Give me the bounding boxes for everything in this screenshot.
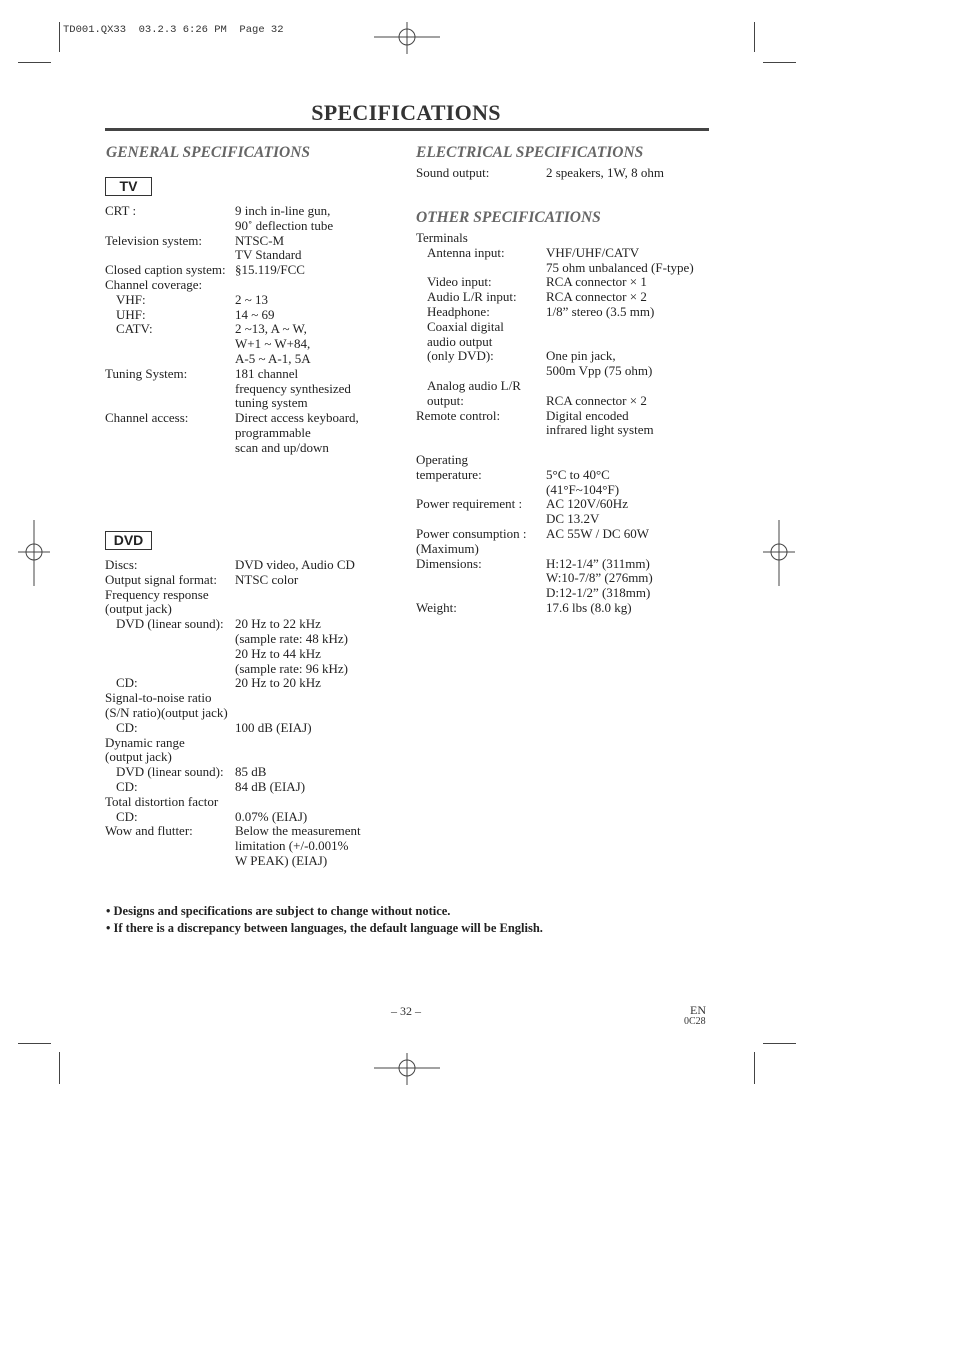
- spec-value: 181 channel frequency synthesized tuning system: [235, 365, 351, 411]
- spec-row: [416, 305, 716, 320]
- spec-row: [105, 691, 395, 706]
- spec-label: Remote control:: [416, 407, 501, 423]
- spec-value: §15.119/FCC: [235, 262, 305, 278]
- registration-mark-top: [374, 22, 440, 54]
- spec-value: 0.07% (EIAJ): [235, 808, 308, 824]
- spec-label: Coaxial digital: [427, 318, 504, 334]
- spec-value: NTSC color: [235, 571, 299, 587]
- spec-label: [416, 438, 546, 453]
- spec-value: [235, 750, 395, 765]
- dvd-spec-list: [105, 558, 395, 869]
- spec-value: [235, 588, 395, 603]
- spec-value: NTSC-M TV Standard: [235, 232, 302, 263]
- spec-row: [105, 308, 395, 323]
- spec-value: 20 Hz to 22 kHz (sample rate: 48 kHz) 20 Hz to 44 kHz (sample rate: 96 kHz): [235, 616, 348, 676]
- spec-value: 100 dB (EIAJ): [235, 719, 312, 735]
- spec-row: [416, 394, 716, 409]
- spec-value: Below the measurement limitation (+/-0.001% W PEAK) (EIAJ): [235, 823, 361, 868]
- spec-label: CATV:: [116, 321, 153, 337]
- note-change-notice: • Designs and specifications are subject to change without notice.: [106, 904, 451, 918]
- spec-row: [416, 468, 716, 498]
- spec-row: [105, 765, 395, 780]
- language-code: EN: [690, 1003, 706, 1017]
- spec-row: [105, 750, 395, 765]
- spec-row: [105, 780, 395, 795]
- spec-row: [105, 204, 395, 234]
- spec-value: 20 Hz to 20 kHz: [235, 675, 321, 691]
- spec-label: Television system:: [105, 232, 202, 248]
- spec-label: CRT :: [105, 203, 137, 218]
- spec-value: RCA connector × 2: [546, 289, 647, 305]
- title-rule: [105, 128, 709, 131]
- spec-row: [416, 601, 716, 616]
- spec-value: 14 ~ 69: [235, 306, 275, 322]
- spec-value: 84 dB (EIAJ): [235, 778, 306, 794]
- tv-badge: TV: [105, 177, 152, 196]
- spec-label: Output signal format:: [105, 571, 217, 587]
- spec-row: [105, 573, 395, 588]
- spec-label: Discs:: [105, 557, 138, 572]
- spec-value: Digital encoded infrared light system: [546, 407, 654, 438]
- spec-row: [105, 602, 395, 617]
- spec-value: AC 120V/60Hz DC 13.2V: [546, 496, 628, 527]
- spec-label: Wow and flutter:: [105, 823, 193, 839]
- note-text: Designs and specifications are subject to change without notice.: [113, 904, 451, 918]
- doc-code: 0C28: [684, 1016, 706, 1027]
- spec-row: [416, 527, 716, 542]
- spec-row: [105, 588, 395, 603]
- tv-spec-list: [105, 204, 395, 456]
- registration-mark-left: [18, 520, 50, 586]
- spec-label: CD:: [116, 778, 138, 794]
- spec-value: 5°C to 40°C (41°F~104°F): [546, 466, 620, 497]
- spec-row: [105, 558, 395, 573]
- spec-value: RCA connector × 2: [546, 392, 647, 408]
- spec-value: [235, 602, 395, 617]
- general-specs-heading: GENERAL SPECIFICATIONS: [106, 144, 311, 161]
- spec-row: [105, 263, 395, 278]
- spec-label: Analog audio L/R: [427, 377, 521, 393]
- spec-label: Dynamic range: [105, 734, 185, 750]
- spec-row: [416, 497, 716, 527]
- spec-row: [416, 438, 716, 453]
- spec-row: [105, 795, 395, 810]
- spec-row: [416, 349, 716, 379]
- spec-row: [105, 278, 395, 293]
- spec-row: [105, 322, 395, 366]
- spec-value: Direct access keyboard, programmable scan and up/down: [235, 410, 359, 455]
- spec-row: [416, 275, 716, 290]
- electrical-spec-list: [416, 166, 716, 181]
- spec-label: Headphone:: [427, 303, 490, 319]
- note-language: • If there is a discrepancy between languages, the default language will be English.: [106, 921, 543, 935]
- electrical-specs-heading: ELECTRICAL SPECIFICATIONS: [416, 144, 644, 161]
- spec-row: [105, 617, 395, 676]
- spec-row: [105, 676, 395, 691]
- spec-label: Operating: [416, 451, 468, 467]
- spec-row: [105, 810, 395, 825]
- spec-label: CD:: [116, 808, 138, 824]
- spec-value: 2 speakers, 1W, 8 ohm: [546, 165, 664, 180]
- spec-row: [105, 824, 395, 868]
- spec-label: (S/N ratio)(output jack): [105, 704, 228, 720]
- spec-label: Power consumption :: [416, 525, 527, 541]
- spec-value: [546, 231, 716, 246]
- spec-row: [105, 411, 395, 455]
- spec-value: DVD video, Audio CD: [235, 557, 355, 572]
- spec-label: VHF:: [116, 291, 146, 307]
- spec-row: [105, 293, 395, 308]
- spec-label: Antenna input:: [427, 244, 505, 260]
- spec-label: Weight:: [416, 599, 457, 615]
- spec-label: Terminals: [416, 230, 468, 245]
- spec-value: [546, 438, 716, 453]
- spec-value: [546, 453, 716, 468]
- spec-row: [416, 453, 716, 468]
- registration-mark-bottom: [374, 1053, 440, 1085]
- spec-label: Audio L/R input:: [427, 289, 517, 305]
- spec-value: 2 ~ 13: [235, 291, 269, 307]
- spec-label: UHF:: [116, 306, 146, 322]
- note-text: If there is a discrepancy between languages, the default language will be English.: [113, 921, 543, 935]
- spec-row: [105, 706, 395, 721]
- spec-label: DVD (linear sound):: [116, 764, 224, 780]
- spec-value: 1/8” stereo (3.5 mm): [546, 303, 655, 319]
- spec-label: Channel access:: [105, 410, 189, 426]
- spec-value: VHF/UHF/CATV 75 ohm unbalanced (F-type): [546, 244, 694, 275]
- spec-label: Frequency response: [105, 586, 209, 602]
- spec-row: [416, 320, 716, 335]
- spec-label: output:: [427, 392, 464, 408]
- spec-label: (only DVD):: [427, 348, 494, 364]
- spec-row: [416, 542, 716, 557]
- spec-label: Sound output:: [416, 165, 490, 180]
- page-title: SPECIFICATIONS: [311, 100, 501, 125]
- spec-row: [105, 721, 395, 736]
- spec-value: [546, 320, 716, 335]
- other-specs-heading: OTHER SPECIFICATIONS: [416, 209, 601, 226]
- spec-value: RCA connector × 1: [546, 274, 647, 290]
- spec-value: [235, 736, 395, 751]
- spec-row: [416, 557, 716, 601]
- spec-label: DVD (linear sound):: [116, 616, 224, 632]
- spec-label: Channel coverage:: [105, 276, 203, 292]
- spec-value: [546, 379, 716, 394]
- spec-value: AC 55W / DC 60W: [546, 525, 650, 541]
- spec-row: [416, 409, 716, 439]
- spec-label: (Maximum): [416, 540, 479, 556]
- spec-value: [235, 795, 395, 810]
- spec-value: 9 inch in-line gun, 90˚ deflection tube: [235, 203, 334, 233]
- spec-value: [235, 691, 395, 706]
- spec-value: 2 ~13, A ~ W, W+1 ~ W+84, A-5 ~ A-1, 5A: [235, 321, 311, 366]
- spec-value: [235, 706, 395, 721]
- spec-label: Dimensions:: [416, 555, 482, 571]
- spec-value: 85 dB: [235, 764, 267, 780]
- spec-label: audio output: [427, 333, 493, 349]
- spec-value: [235, 278, 395, 293]
- spec-row: [416, 379, 716, 394]
- spec-row: [416, 166, 716, 181]
- spec-value: One pin jack, 500m Vpp (75 ohm): [546, 348, 653, 379]
- other-spec-list: [416, 231, 716, 616]
- spec-row: [416, 335, 716, 350]
- spec-label: Closed caption system:: [105, 262, 226, 278]
- spec-row: [416, 231, 716, 246]
- spec-label: CD:: [116, 719, 138, 735]
- spec-value: 17.6 lbs (8.0 kg): [546, 599, 632, 615]
- spec-label: (output jack): [105, 601, 172, 617]
- spec-label: temperature:: [416, 466, 482, 482]
- spec-row: [105, 367, 395, 411]
- spec-row: [105, 234, 395, 264]
- spec-label: Total distortion factor: [105, 793, 219, 809]
- spec-row: [416, 290, 716, 305]
- spec-value: [546, 542, 716, 557]
- spec-value: H:12-1/4” (311mm) W:10-7/8” (276mm) D:12-1/2” (318mm): [546, 555, 653, 601]
- spec-label: Signal-to-noise ratio: [105, 690, 212, 706]
- spec-row: [105, 736, 395, 751]
- page-number: – 32 –: [391, 1004, 421, 1018]
- spec-value: [546, 335, 716, 350]
- print-slug: TD001.QX33 03.2.3 6:26 PM Page 32: [63, 24, 284, 36]
- spec-label: Tuning System:: [105, 365, 188, 381]
- dvd-badge: DVD: [105, 531, 152, 550]
- spec-label: Power requirement :: [416, 496, 523, 512]
- spec-label: Video input:: [427, 274, 492, 290]
- spec-label: CD:: [116, 675, 138, 691]
- registration-mark-right: [763, 520, 795, 586]
- spec-row: [416, 246, 716, 276]
- spec-label: (output jack): [105, 749, 172, 765]
